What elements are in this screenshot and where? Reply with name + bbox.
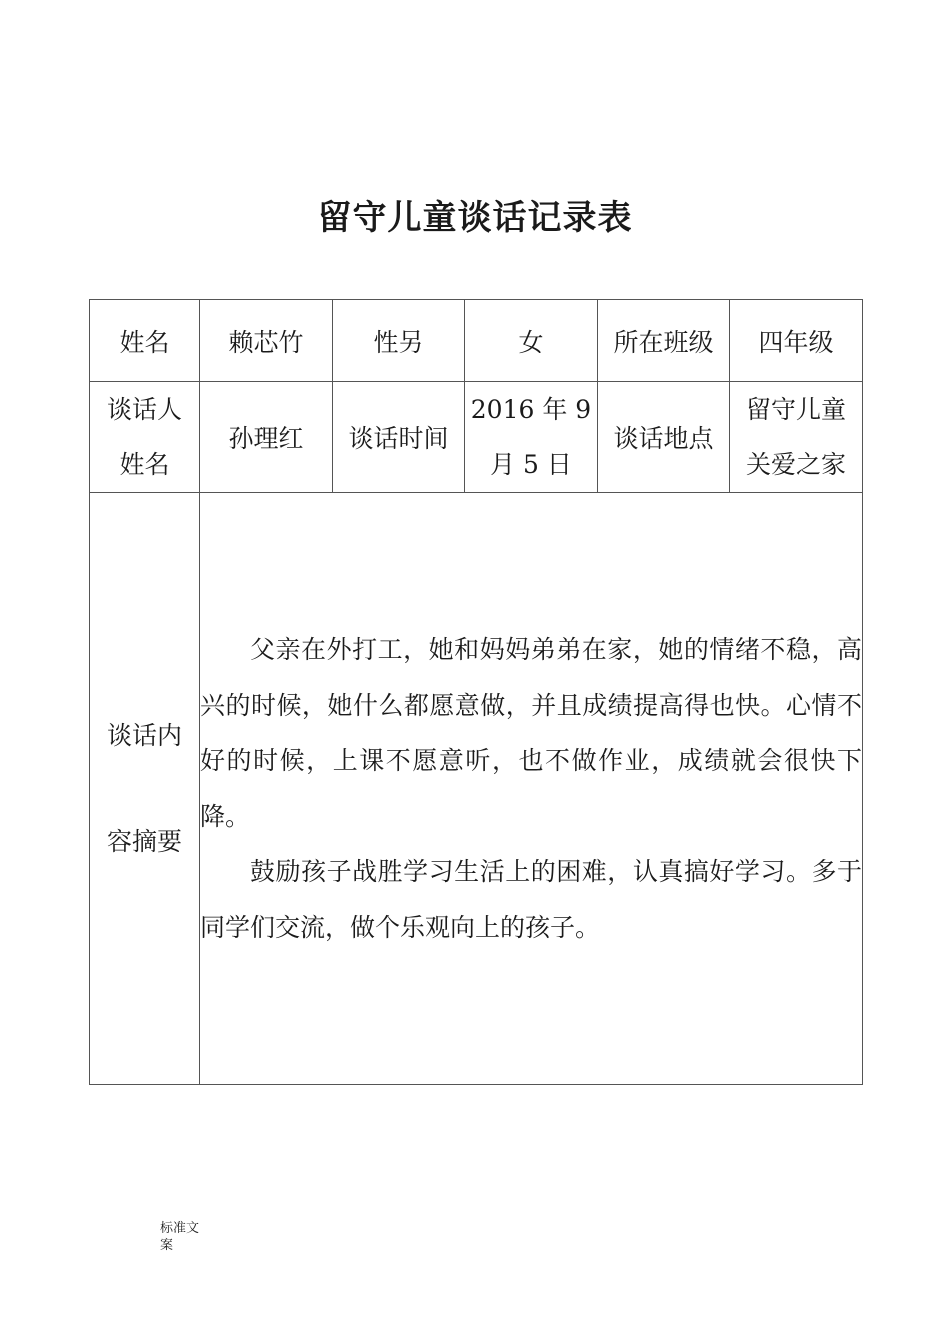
content-paragraph: 父亲在外打工，她和妈妈弟弟在家，她的情绪不稳，高兴的时候，她什么都愿意做，并且成绩提高得也快。心情不好的时候，上课不愿意听，也不做作业，成绩就会很快下降。 [200,635,862,831]
record-table [89,299,863,1085]
time-value-line1: 2016 年 9 [470,395,592,424]
gender-value: 女 [465,300,598,382]
time-value-line2: 月 5 日 [490,450,572,479]
name-value: 赖芯竹 [200,300,333,382]
talker-label [90,382,200,493]
talker-label-line2: 姓名 [119,450,170,479]
class-label: 所在班级 [598,300,730,382]
name-label: 姓名 [90,300,200,382]
talker-label-line1: 谈话人 [106,395,182,424]
content-paragraph: 鼓励孩子战胜学习生活上的困难，认真搞好学习。多于同学们交流，做个乐观向上的孩子。 [200,857,862,942]
content-label-line2: 容摘要 [106,826,182,856]
place-label: 谈话地点 [598,382,730,493]
class-value: 四年级 [730,300,863,382]
footer-note-line1: 标准文 [160,1221,200,1236]
footer-note-line2: 案 [160,1238,174,1253]
place-value-line2: 关爱之家 [745,450,846,479]
table-row-talk-info [90,382,863,493]
talker-value: 孙理红 [200,382,333,493]
time-label: 谈话时间 [333,382,465,493]
place-value-line1: 留守儿童 [745,395,846,424]
place-value [730,382,863,493]
footer-note [160,1220,220,1254]
content-summary [200,493,863,1085]
gender-label: 性另 [333,300,465,382]
time-value [465,382,598,493]
content-label [90,493,200,1085]
table-row-basic-info [90,300,863,382]
table-row-content [90,493,863,1085]
content-label-line1: 谈话内 [106,720,182,750]
document-title: 留守儿童谈话记录表 [317,198,633,238]
